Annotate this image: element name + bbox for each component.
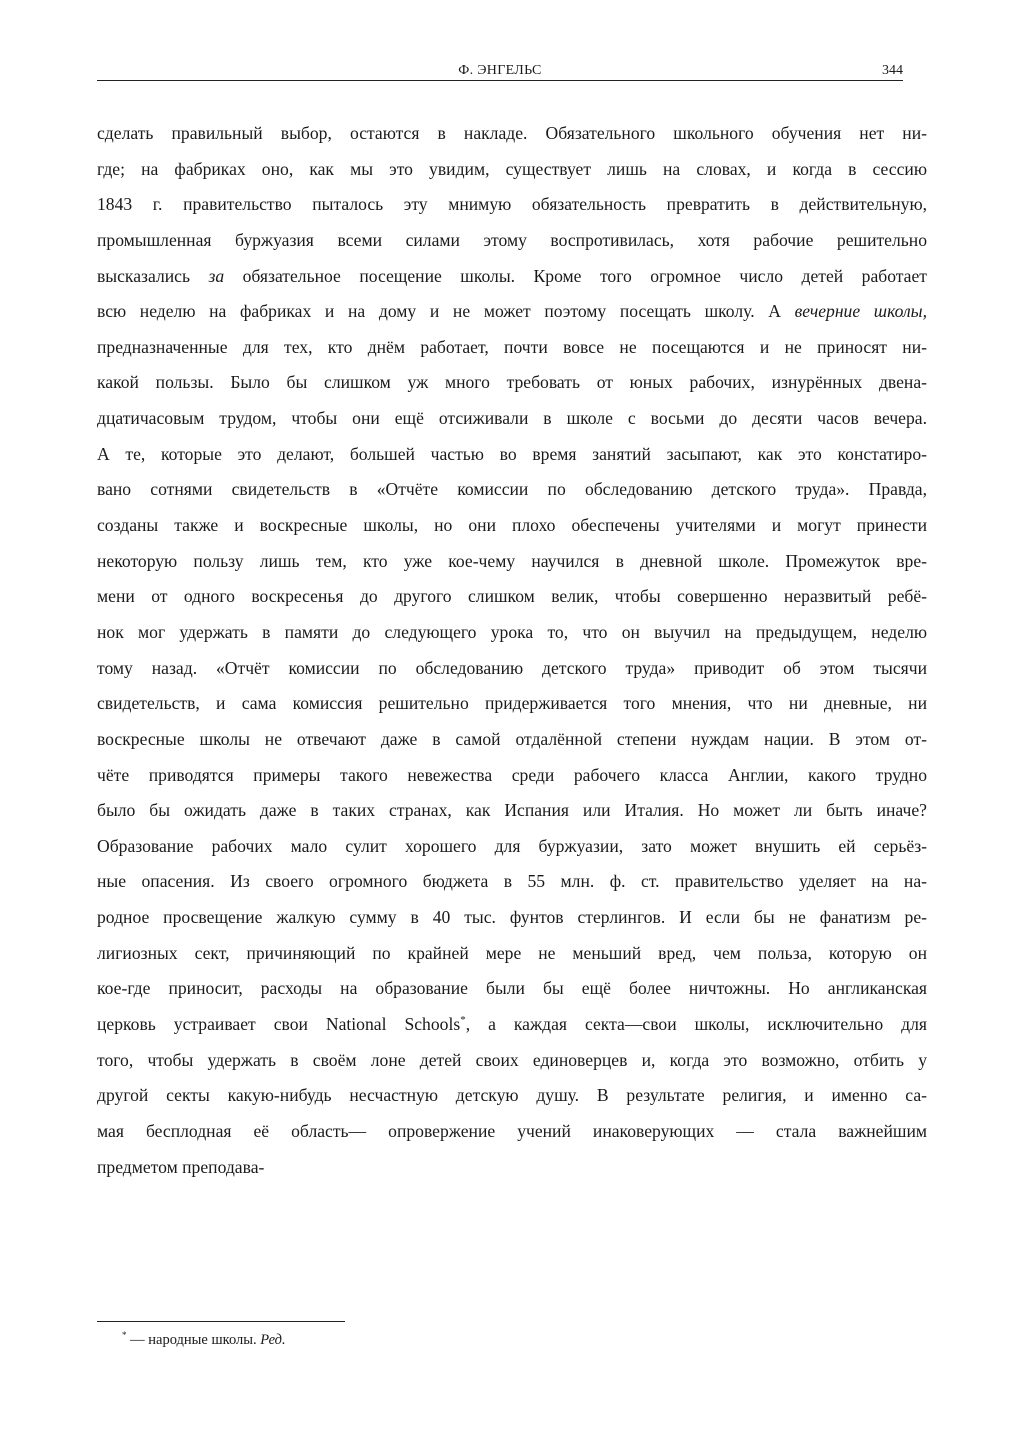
text-line: сделать правильный выбор, остаются в накладе. Обязательного школьного обучения нет ни- [97, 123, 927, 143]
text-line: того, чтобы удержать в своём лоне детей своих единоверцев и, когда это возможно, отбить у [97, 1049, 927, 1070]
text-line: 1843 г. правительство пыталось эту мнимую обязательность превратить в действительную, [97, 194, 927, 215]
text-line: дцатичасовым трудом, чтобы они ещё отсиживали в школе с восьми до десяти часов вечера. [97, 408, 927, 429]
footnote [122, 1332, 286, 1349]
text-line: свидетельств, и сама комиссия решительно придерживается того мнения, что ни дневные, ни [97, 693, 927, 714]
text-line: родное просвещение жалкую сумму в 40 тыс. фунтов стерлингов. И если бы не фанатизм ре- [97, 907, 927, 928]
text-line: промышленная буржуазия всеми силами этому воспротивилась, хотя рабочие решительно [97, 229, 927, 250]
text-line: церковь устраивает свои National Schools*, а каждая секта—свои школы, исключительно для [97, 1014, 927, 1035]
footnote-editor-note: Ред. [260, 1332, 286, 1348]
emphasis-phrase: вечерние школы, [794, 301, 927, 322]
text-line: другой секты какую-нибудь несчастную детскую душу. В результате религия, и именно са- [97, 1085, 927, 1106]
text-line: тому назад. «Отчёт комиссии по обследованию детского труда» приводит об этом тысячи [97, 657, 927, 678]
text-line: нок мог удержать в памяти до следующего урока то, что он выучил на предыдущем, неделю [97, 621, 927, 642]
footnote-text: — народные школы. [126, 1332, 261, 1348]
text-line: Образование рабочих мало сулит хорошего для буржуазии, зато может внушить ей серьёз- [97, 835, 927, 856]
footnote-mark: * [122, 1330, 127, 1341]
text-line: мая бесплодная её область— опровержение учений инаковерующих — стала важнейшим [97, 1120, 927, 1141]
text-line: некоторую пользу лишь тем, кто уже кое-чему научился в дневной школе. Промежуток вре- [97, 550, 927, 571]
text-line: предметом преподава- [97, 1156, 265, 1177]
main-text [97, 116, 927, 1185]
text-line: предназначенные для тех, кто днём работает, почти вовсе не посещаются и не приносят ни- [97, 336, 927, 357]
text-line: мени от одного воскресенья до другого слишком велик, чтобы совершенно неразвитый ребё- [97, 586, 927, 607]
text-line: лигиозных сект, причиняющий по крайней мере не меньший вред, чем польза, которую он [97, 942, 927, 963]
emphasis-word: за [208, 265, 225, 286]
running-header [97, 62, 903, 81]
text-line: кое-где приносит, расходы на образование были бы ещё более ничтожны. Но англиканская [97, 978, 927, 999]
text-line: было бы ожидать даже в таких странах, как Испания или Италия. Но может ли быть иначе? [97, 800, 927, 821]
text-line: где; на фабриках оно, как мы это увидим, существует лишь на словах, и когда в сессию [97, 158, 927, 179]
text-line: А те, которые это делают, большей частью во время занятий засыпают, как это констатиро- [97, 443, 927, 464]
text-line: высказались за обязательное посещение школы. Кроме того огромное число детей работает [97, 265, 927, 286]
page-number: 344 [882, 63, 903, 78]
text-line: чёте приводятся примеры такого невежества среди рабочего класса Англии, какого трудно [97, 764, 927, 785]
text-line: созданы также и воскресные школы, но они плохо обеспечены учителями и могут принести [97, 515, 927, 536]
header-author: Ф. ЭНГЕЛЬС [458, 63, 542, 78]
text-line: вано сотнями свидетельств в «Отчёте комиссии по обследованию детского труда». Правда, [97, 479, 927, 500]
footnote-reference: * [460, 1014, 466, 1027]
text-line: воскресные школы не отвечают даже в самой отдалённой степени нуждам нации. В этом от- [97, 728, 927, 749]
text-line: какой пользы. Было бы слишком уж много требовать от юных рабочих, изнурённых двена- [97, 372, 927, 393]
text-line: всю неделю на фабриках и на дому и не может поэтому посещать школу. А вечерние школы, [97, 301, 927, 322]
text-line: ные опасения. Из своего огромного бюджета в 55 млн. ф. ст. правительство уделяет на на- [97, 871, 927, 892]
footnote-divider [97, 1321, 345, 1322]
